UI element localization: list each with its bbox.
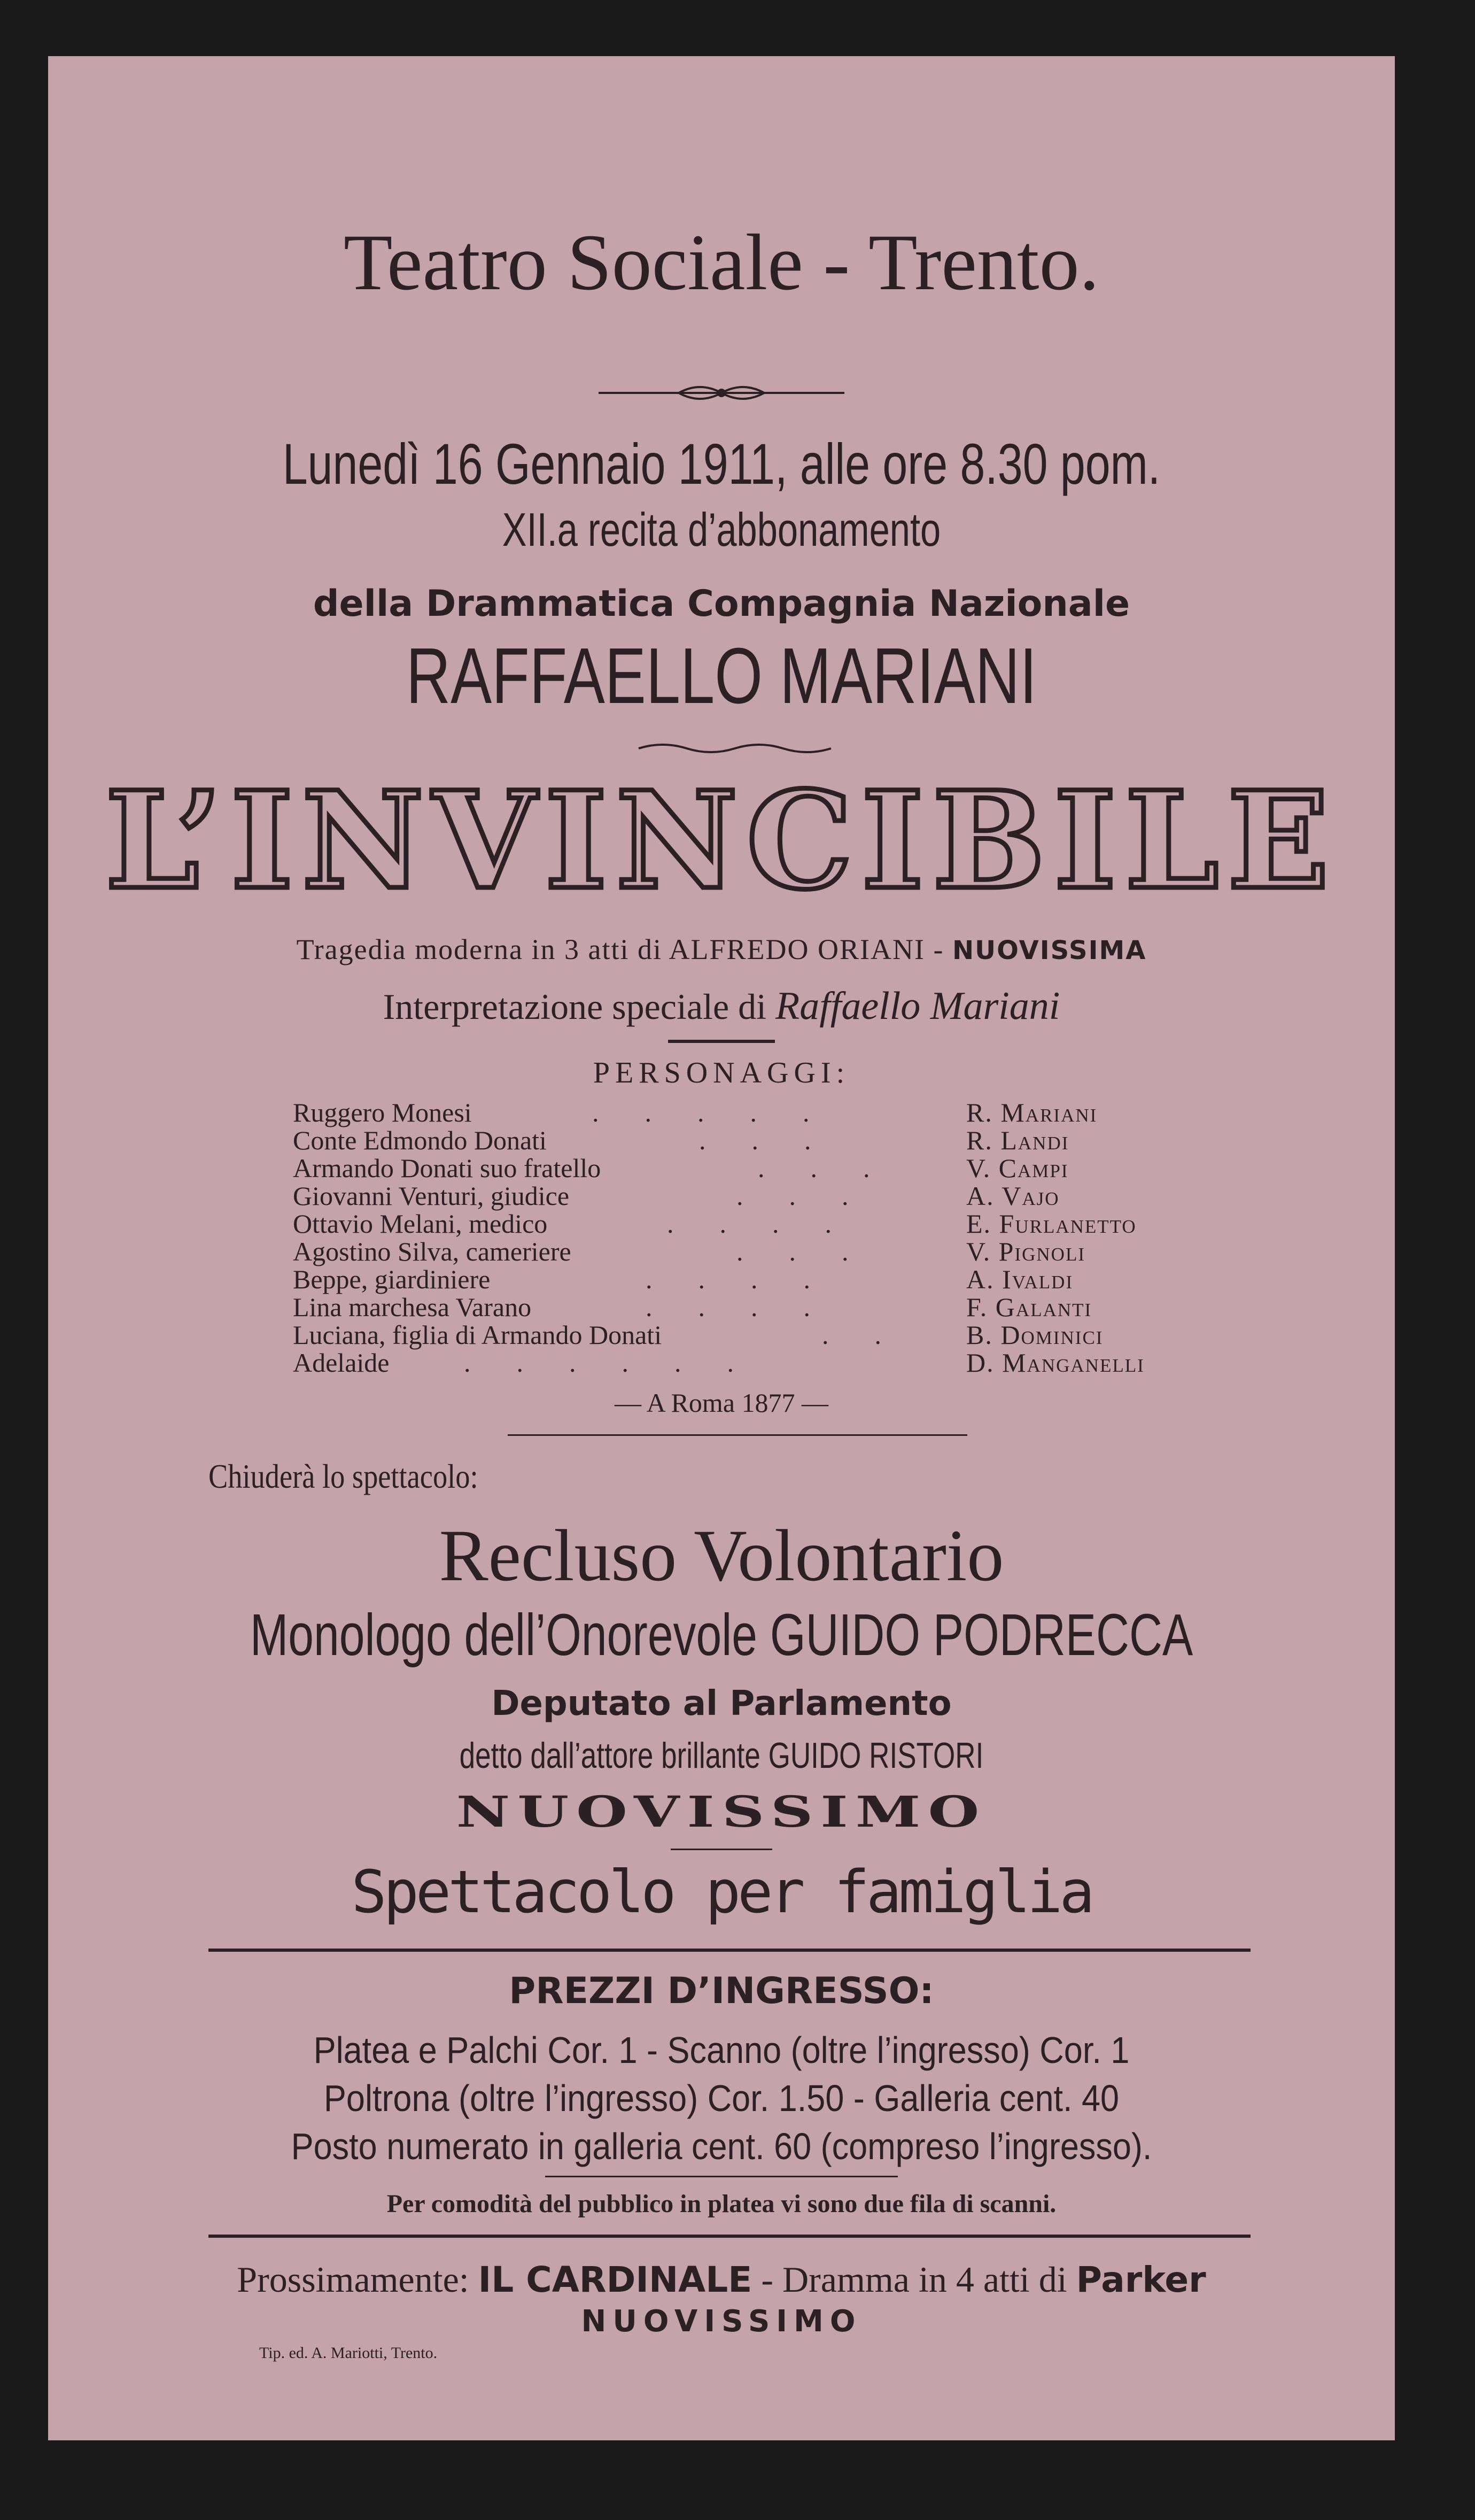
divider-prices-bottom bbox=[208, 2235, 1251, 2238]
cast-row: Conte Edmondo Donati ... R. Landi bbox=[293, 1125, 1069, 1155]
poster-sheet bbox=[48, 56, 1395, 2440]
monologue-line: Monologo dell’Onorevole GUIDO PODRECCA bbox=[250, 1602, 1193, 1668]
divider-prices-top bbox=[208, 1949, 1251, 1952]
deputy-line: Deputato al Parlamento bbox=[491, 1684, 952, 1723]
cast-row: Ottavio Melani, medico .... E. Furlanetto bbox=[293, 1209, 1137, 1239]
closing-title: Recluso Volontario bbox=[439, 1514, 1004, 1596]
personaggi-heading: PERSONAGGI: bbox=[593, 1056, 850, 1089]
interpretation-line: Interpretazione speciale di Raffaello Mariani bbox=[383, 984, 1060, 1028]
nuovissimo-banner: NUOVISSIMO bbox=[456, 1787, 987, 1837]
cast-row: Beppe, giardiniere .... A. Ivaldi bbox=[293, 1264, 1074, 1294]
cast-row: Adelaide ...... D. Manganelli bbox=[293, 1348, 1145, 1378]
coming-soon-line: Prossimamente: IL CARDINALE - Dramma in 4 atti di Parker bbox=[237, 2259, 1206, 2300]
divider-small bbox=[671, 1849, 772, 1850]
family-show-line: Spettacolo per famiglia bbox=[351, 1858, 1092, 1926]
price-line: Platea e Palchi Cor. 1 - Scanno (oltre l’ingresso) Cor. 1 bbox=[313, 2029, 1130, 2071]
recita-line: XII.a recita d’abbonamento bbox=[502, 503, 941, 556]
ornament-divider-company bbox=[48, 740, 1395, 756]
prices-heading: PREZZI D’INGRESSO: bbox=[509, 1970, 934, 2012]
setting-line: — A Roma 1877 — bbox=[614, 1388, 829, 1418]
theatre-heading: Teatro Sociale - Trento. bbox=[343, 218, 1100, 307]
play-subtitle: Tragedia moderna in 3 atti di ALFREDO ORIANI - NUOVISSIMA bbox=[296, 933, 1147, 965]
cast-row: Lina marchesa Varano .... F. Galanti bbox=[293, 1292, 1092, 1322]
price-line: Posto numerato in galleria cent. 60 (compreso l’ingresso). bbox=[291, 2125, 1152, 2167]
price-line: Poltrona (oltre l’ingresso) Cor. 1.50 - Galleria cent. 40 bbox=[323, 2077, 1120, 2119]
divider-cast-end bbox=[508, 1434, 967, 1436]
cast-row: Giovanni Venturi, giudice ... A. Vajo bbox=[293, 1181, 1060, 1211]
date-line: Lunedì 16 Gennaio 1911, alle ore 8.30 pom. bbox=[282, 431, 1161, 496]
company-intro: della Drammatica Compagnia Nazionale bbox=[313, 583, 1130, 625]
performed-by-line: detto dall’attore brillante GUIDO RISTORI bbox=[459, 1735, 984, 1776]
divider-short bbox=[668, 1040, 775, 1043]
cast-row: Ruggero Monesi ..... R. Mariani bbox=[293, 1097, 1098, 1127]
coming-nuovissimo: NUOVISSIMO bbox=[581, 2304, 862, 2339]
closing-intro: Chiuderà lo spettacolo: bbox=[208, 1457, 478, 1495]
ornament-divider-top bbox=[48, 382, 1395, 404]
play-title: L’INVINCIBILE bbox=[105, 762, 1338, 919]
cast-list bbox=[293, 1099, 1244, 1377]
cast-row: Luciana, figlia di Armando Donati .. B. Dominici bbox=[293, 1320, 1104, 1350]
comfort-note: Per comodità del pubblico in platea vi sono due fila di scanni. bbox=[386, 2190, 1057, 2218]
cast-row: Armando Donati suo fratello ... V. Campi bbox=[293, 1153, 1069, 1183]
printer-credit: Tip. ed. A. Mariotti, Trento. bbox=[259, 2344, 438, 2362]
divider-prices-inner bbox=[545, 2176, 898, 2177]
company-name: RAFFAELLO MARIANI bbox=[406, 632, 1037, 720]
cast-row: Agostino Silva, cameriere ... V. Pignoli bbox=[293, 1236, 1085, 1266]
